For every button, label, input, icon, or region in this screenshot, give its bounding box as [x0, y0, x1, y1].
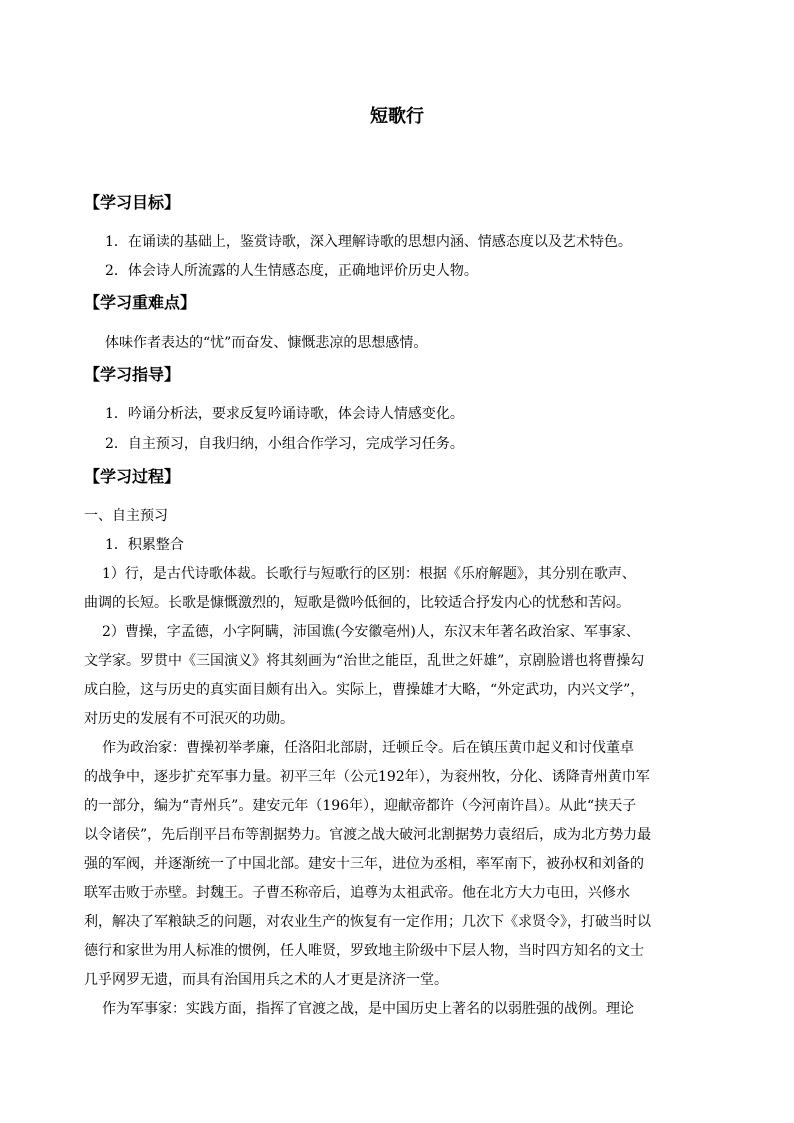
body-line: 1．积累整合 — [105, 537, 184, 553]
guide-item-2: 2．自主预习，自我归纳，小组合作学习，完成学习任务。 — [105, 436, 464, 452]
body-line: 对历史的发展有不可泯灭的功勋。 — [84, 711, 294, 727]
body-line: 利，解决了军粮缺乏的问题，对农业生产的恢复有一定作用；几次下《求贤令》，打破当时以 — [84, 914, 651, 930]
body-line: 几乎网罗无遗，而具有治国用兵之术的人才更是济济一堂。 — [84, 972, 448, 988]
body-line: 的战争中，逐步扩充军事力量。初平三年（公元192年），为衮州牧，分化、诱降青州黄巾军 — [84, 769, 650, 785]
body-line: 成白脸，这与历史的真实面目颇有出入。实际上，曹操雄才大略，“外定武功，内兴文学”， — [84, 682, 645, 698]
body-line: 强的军阀，并逐渐统一了中国北部。建安十三年，进位为丞相，率军南下，被孙权和刘备的 — [84, 856, 644, 872]
body-line: 文学家。罗贯中《三国演义》将其刻画为“治世之能臣，乱世之奸雄”，京剧脸谱也将曹操勾 — [84, 653, 645, 669]
body-line: 2）曹操，字孟德，小字阿瞒，沛国谯(今安徽亳州)人，东汉末年著名政治家、军事家、 — [102, 624, 640, 640]
body-line: 联军击败于赤壁。封魏王。子曹丕称帝后，追尊为太祖武帝。他在北方大力屯田，兴修水 — [84, 885, 630, 901]
body-line: 的一部分，编为“青州兵”。建安元年（196年），迎献帝都许（今河南许昌）。从此“挟天子 — [84, 798, 637, 814]
section-heading-guide: 【学习指导】 — [84, 365, 181, 384]
section-heading-process: 【学习过程】 — [84, 467, 181, 486]
body-line: 作为政治家：曹操初举孝廉，任洛阳北部尉，迁顿丘令。后在镇压黄巾起义和讨伐董卓 — [102, 740, 634, 756]
guide-item-1: 1．吟诵分析法，要求反复吟诵诗歌，体会诗人情感变化。 — [105, 406, 464, 422]
document-title: 短歌行 — [370, 106, 424, 127]
body-line: 作为军事家：实践方面，指挥了官渡之战，是中国历史上著名的以弱胜强的战例。理论 — [102, 1001, 634, 1017]
body-line: 一、自主预习 — [84, 508, 168, 524]
body-line: 1）行，是古代诗歌体裁。长歌行与短歌行的区别：根据《乐府解题》，其分别在歌声、 — [102, 566, 636, 582]
body-line: 以令诸侯”，先后削平吕布等割据势力。官渡之战大破河北割据势力袁绍后，成为北方势力最 — [84, 827, 652, 843]
section-heading-goals: 【学习目标】 — [84, 193, 181, 212]
goal-item-2: 2．体会诗人所流露的人生情感态度，正确地评价历史人物。 — [105, 263, 478, 279]
body-line: 曲调的长短。长歌是慷慨激烈的，短歌是微吟低徊的，比较适合抒发内心的忧愁和苦闷。 — [84, 595, 630, 611]
section-heading-difficulty: 【学习重难点】 — [84, 293, 197, 312]
difficulty-item-1: 体味作者表达的“忧”而奋发、慷慨悲凉的思想感情。 — [105, 335, 428, 351]
body-line: 德行和家世为用人标准的惯例，任人唯贤，罗致地主阶级中下层人物，当时四方知名的文士 — [84, 943, 644, 959]
goal-item-1: 1．在诵读的基础上，鉴赏诗歌，深入理解诗歌的思想内涵、情感态度以及艺术特色。 — [105, 234, 632, 250]
